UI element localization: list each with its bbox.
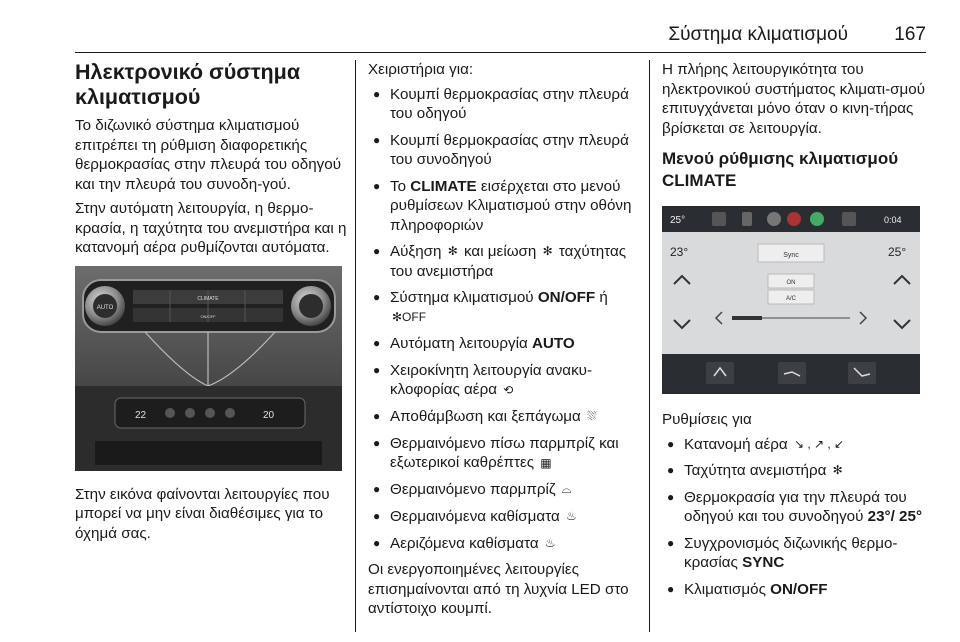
column-divider xyxy=(355,60,356,632)
paragraph: Η πλήρης λειτουργικότητα του ηλεκτρονικού συστήματος κλιματι-σμού επιτυγχάνεται μόνο όταν ο κινη-τήρας βρίσκεται σε λειτουργία. xyxy=(662,61,926,137)
driver-temp: 23° xyxy=(670,245,689,259)
list-item: ● Κατανομή αέρα ↘ , ↗ , ↙ xyxy=(662,435,926,455)
fan-speed-fill xyxy=(732,316,762,320)
recirculation-icon: ⟲ xyxy=(503,382,514,397)
climate-icon xyxy=(810,212,824,226)
on-off-label: ON/OFF xyxy=(200,313,216,319)
section-heading: Ηλεκτρονικό σύστημα κλιματισμού xyxy=(75,60,301,109)
running-title: Σύστημα κλιματισμού xyxy=(668,24,848,45)
rear-window-heat-icon: ▦ xyxy=(540,455,552,470)
page-header xyxy=(0,0,960,52)
paragraph: Οι ενεργοποιημένες λειτουργίες επισημαίνονται από τη λυχνία LED στο αντίστοιχο κουμπί. xyxy=(368,561,629,618)
fan-down-icon: ✻ xyxy=(542,244,553,259)
list-item: ● Συγχρονισμός διζωνικής θερμο-κρασίας SYNC xyxy=(662,534,926,573)
list-item: ● Θερμοκρασία για την πλευρά του οδηγού και του συνοδηγού 23°/ 25° xyxy=(662,488,926,527)
defrost-icon: ⛆ xyxy=(587,409,597,424)
column-1 xyxy=(75,60,347,548)
heated-seat-icon: ♨ xyxy=(565,509,577,524)
list-item: ● Χειροκίνητη λειτουργία ανακυ-κλοφορίας αέρα ⟲ xyxy=(368,361,640,400)
page-number: 167 xyxy=(894,24,926,45)
list-item: ● Κλιματισμός ON/OFF xyxy=(662,580,926,600)
climate-menu-illustration xyxy=(662,206,920,394)
apps-icon xyxy=(842,212,856,226)
paragraph: Το διζωνικό σύστημα κλιματισμού επιτρέπει τη ρύθμιση διαφορετικής θερμοκρασίας στην πλευρά του οδηγού και την πλευρά του συνοδη-γού. xyxy=(75,117,342,193)
ventilated-seat-icon: ♨ xyxy=(544,535,556,550)
column-2 xyxy=(368,60,640,624)
paragraph: Στην αυτόματη λειτουργία, η θερμο-κρασία, η ταχύτητα του ανεμιστήρα και η κατανομή αέρα ρυθμίζονται αυτόματα. xyxy=(75,200,347,256)
header-rule xyxy=(75,52,926,53)
list-item: ● Ταχύτητα ανεμιστήρα ✻ xyxy=(662,461,926,481)
column-3 xyxy=(662,60,926,606)
fan-icon: ✻ xyxy=(832,463,843,478)
air-distribution-icon: ↘ , ↗ , ↙ xyxy=(793,436,845,451)
clock: 0:04 xyxy=(884,215,902,225)
image-caption: Στην εικόνα φαίνονται λειτουργίες που μπορεί να μην είναι διαθέσιμες για το όχημά σας. xyxy=(75,485,330,542)
list-item: ● Θερμαινόμενο παρμπρίζ ⌓ xyxy=(368,480,640,500)
nav-icon xyxy=(712,212,726,226)
climate-menu-screen xyxy=(662,206,920,394)
sync-button: Sync xyxy=(783,252,799,259)
on-label: ON xyxy=(786,280,796,286)
list-item: ● Κουμπί θερμοκρασίας στην πλευρά του οδηγού xyxy=(368,85,640,124)
controls-list xyxy=(368,85,640,554)
list-item: ● Αύξηση ✻ και μείωση ✻ ταχύτητας του ανεμιστήρα xyxy=(368,242,640,281)
list-item: ● Αεριζόμενα καθίσματα ♨ xyxy=(368,534,640,554)
climate-label: CLIMATE xyxy=(197,295,219,302)
section-heading: Μενού ρύθμισης κλιματισμού CLIMATE xyxy=(662,149,899,190)
settings-intro: Ρυθμίσεις για xyxy=(662,411,752,428)
media-icon xyxy=(767,212,781,226)
rear-temp-right: 20 xyxy=(263,409,275,421)
list-item: ● Θερμαινόμενα καθίσματα ♨ xyxy=(368,507,640,527)
passenger-temp: 25° xyxy=(888,245,907,259)
ac-label: A/C xyxy=(785,296,797,302)
column-divider xyxy=(649,60,650,632)
settings-list xyxy=(662,435,926,600)
list-item: ● Αποθάμβωση και ξεπάγωμα ⛆ xyxy=(368,407,640,427)
rear-temp-left: 22 xyxy=(135,409,147,421)
climate-panel-photo xyxy=(75,266,342,471)
list-item: ● Σύστημα κλιματισμού ON/OFF ή ✻OFF xyxy=(368,288,640,327)
auto-label: AUTO xyxy=(96,304,114,311)
top-temp: 25° xyxy=(670,215,686,226)
controls-intro: Χειριστήρια για: xyxy=(368,61,474,78)
list-item: ● Το CLIMATE εισέρχεται στο μενού ρυθμίσεων Κλιματισμού στην οθόνη πληροφοριών xyxy=(368,177,640,236)
settings-icon xyxy=(787,212,801,226)
climate-panel-illustration xyxy=(75,266,342,471)
windscreen-heat-icon: ⌓ xyxy=(561,482,572,497)
list-item: ● Θερμαινόμενο πίσω παρμπρίζ και εξωτερικοί καθρέπτες ▦ xyxy=(368,434,640,473)
phone-icon xyxy=(742,212,752,226)
list-item: ● Κουμπί θερμοκρασίας στην πλευρά του συνοδηγού xyxy=(368,131,640,170)
fan-up-icon: ✻ xyxy=(447,244,458,259)
fan-off-icon: ✻OFF xyxy=(392,309,427,324)
list-item: ● Αυτόματη λειτουργία AUTO xyxy=(368,334,640,354)
